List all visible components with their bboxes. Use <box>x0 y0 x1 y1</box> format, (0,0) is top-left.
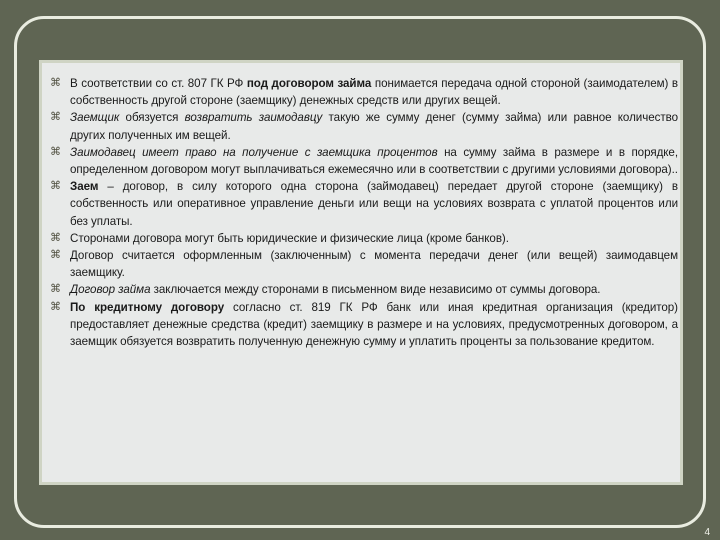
bullet-text: согласно ст. 819 ГК РФ банк или иная кредитная организация (кредитор) предоставляет денежные средства (кредит) заемщику в размере и на условиях, предусмотренных договором, а заемщик обязуется возвратить полученную денежную сумму и уплатить проценты за пользование кредитом. <box>70 300 678 349</box>
bullet-emphasis: Договор займа <box>70 283 151 297</box>
bullet-item-credit-agreement <box>50 299 678 351</box>
cross-bullet-icon: ⌘ <box>50 111 61 124</box>
cross-bullet-icon: ⌘ <box>50 180 61 193</box>
bullet-item-loan-definition <box>50 75 678 109</box>
bullet-item-loan-term <box>50 178 678 230</box>
bullet-text: на сумму займа в размере и в порядке, определенном договором могут выплачиваться ежемесячно или в соответствии с другими условиями договора).. <box>70 145 679 177</box>
bullet-item-borrower <box>50 109 678 143</box>
cross-bullet-icon: ⌘ <box>50 231 61 244</box>
bullet-text: такую же сумму денег (сумму займа) или равное количество других полученных им вещей. <box>70 111 678 142</box>
bullet-text: – договор, в силу которого одна сторона (займодавец) передает другой стороне (заемщику) в собственность или оперативное управление деньги или вещи на условиях возврата с уплатой процентов или без уплаты. <box>70 180 678 228</box>
bullet-emphasis: возвратить заимодавцу <box>184 111 323 125</box>
bullet-text: заключается между сторонами в письменном виде независимо от суммы договора. <box>150 283 601 297</box>
bullet-text: Сторонами договора могут быть юридические и физические лица (кроме банков). <box>70 231 509 245</box>
bullet-text: В соответствии со ст. 807 ГК РФ <box>70 77 247 90</box>
bullet-text: понимается передача одной стороной (заимодателем) в собственность другой стороне (заемщику) денежных средств или других вещей. <box>70 77 679 108</box>
bullet-emphasis: Заимодавец имеет право на получение с заемщика процентов <box>70 145 438 159</box>
bullet-text: Договор считается оформленным (заключенным) с момента передачи денег (или вещей) заимодавцем заемщику. <box>70 249 678 280</box>
bullet-item-parties <box>50 230 678 247</box>
bullet-emphasis: под договором займа <box>246 77 372 90</box>
cross-bullet-icon: ⌘ <box>50 249 61 262</box>
cross-bullet-icon: ⌘ <box>50 283 61 296</box>
bullet-item-written-form <box>50 281 678 298</box>
bullet-emphasis: Заем <box>70 180 99 194</box>
content-panel <box>39 60 683 485</box>
bullet-item-lender <box>50 144 678 178</box>
cross-bullet-icon: ⌘ <box>50 300 61 313</box>
bullet-list <box>50 75 678 350</box>
cross-bullet-icon: ⌘ <box>50 77 61 89</box>
bullet-item-contract-concluded <box>50 247 678 281</box>
bullet-text: обязуется <box>119 111 185 125</box>
bullet-emphasis: По кредитному договору <box>70 300 225 314</box>
bullet-emphasis: Заемщик <box>70 111 120 125</box>
page-number: 4 <box>704 527 710 538</box>
cross-bullet-icon: ⌘ <box>50 145 61 158</box>
